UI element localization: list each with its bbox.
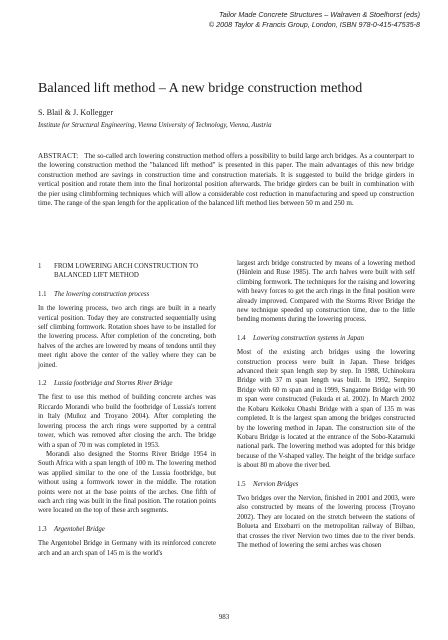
abstract xyxy=(38,152,414,208)
subsection-number: 1.1 xyxy=(38,290,47,298)
subsection-title: Lowering construction systems in Japan xyxy=(253,334,365,342)
paragraph: Morandi also designed the Storms River Bridge 1954 in South Africa with a span length of 100 m. The lowering method was applied similar to the one of the Lussia footbridge, but without using a formwork tower in the middle. The rotation points were not at the base points of the arches. One fifth of each arch ring was built in the final position. The rotation points were located on the top of these arch segments. xyxy=(38,450,216,515)
subsection-number: 1.5 xyxy=(237,480,246,488)
authors: S. Blail & J. Kollegger xyxy=(38,108,114,117)
running-header xyxy=(60,10,420,29)
subsection-heading-1-2 xyxy=(38,379,216,388)
left-column xyxy=(38,262,216,558)
affiliation: Institute for Structural Engineering, Vienna University of Technology, Vienna, Austria xyxy=(38,122,272,129)
abstract-text: The so-called arch lowering construction method offers a possibility to build large arch bridges. As a counterpart to the lowering construction method the "balanced lift method" is presented in this paper. The main advantages of this new bridge construction method are savings in construction time and construction materials. It is suggested to build the bridge girders in vertical position and rotate them into the final horizontal position afterwards. The bridge girders can be built in combination with the pier using climbforming techniques which will allow a considerable cost reduction in manufacturing and speed up construction time. The range of the span length for the application of the balanced lift method lies between 50 m and 250 m. xyxy=(38,152,414,208)
header-line-2: © 2008 Taylor & Francis Group, London, ISBN 978-0-415-47535-8 xyxy=(208,19,420,29)
section-heading-1 xyxy=(38,262,216,281)
subsection-heading-1-1 xyxy=(38,290,216,299)
subsection-number: 1.2 xyxy=(38,380,47,388)
section-number: 1 xyxy=(38,263,42,270)
subsection-title: The lowering construction process xyxy=(54,290,150,298)
subsection-title: Argentobel Bridge xyxy=(54,525,105,533)
subsection-number: 1.4 xyxy=(237,334,246,342)
paragraph: Two bridges over the Nervion, finished in 2001 and 2003, were also constructed by means of the lowering process (Troyano 2002). They are located on the stretch between the stations of Bolueta and Etxebarri on the metropolitan railway of Bilbao, that crosses the river Nervion two times due to the river bends. The method of lowering the semi arches was chosen xyxy=(237,494,415,549)
subsection-heading-1-5 xyxy=(237,480,415,489)
paragraph: The first to use this method of building concrete arches was Riccardo Morandi who build the footbridge of Lussia's torrent in Italy (Muñoz and Troyano 2004). After completing the lowering process the arch rings were supported by a central tower, which was removed after closing the arch. The bridge with a span of 70 m was completed in 1953. xyxy=(38,394,216,449)
subsection-heading-1-3 xyxy=(38,525,216,534)
paper-title: Balanced lift method – A new bridge construction method xyxy=(38,81,363,96)
header-line-1: Tailor Made Concrete Structures – Walraven & Stoelhorst (eds) xyxy=(219,10,420,19)
page-number: 983 xyxy=(218,613,230,621)
paragraph: Most of the existing arch bridges using the lowering construction process were built in Japan. These bridges advanced their span length step by step. In 1988, Uchinokura Bridge with 37 m span length was built. In 1992, Senpiro Bridge with 60 m span and in 1999, Sanganme Bridge with 90 m span were constructed (Fukuda et al. 2002). In March 2002 the Kobaru Keikoku Ohashi Bridge with a span of 135 m was completed. It is the largest span among the bridges constructed by the lowering method in Japan. The construction site of the Kobaru Bridge is located at the entrance of the Sobo-Katamuki national park. The lowering method was adopted for this bridge because of the V-shaped valley. The height of the bridge surface is about 80 m above the river bed. xyxy=(237,349,415,470)
paragraph: largest arch bridge constructed by means of a lowering method (Hünlein and Ruse 1985). The arch halves were built with self climbing formwork. The techniques for the raising and lowering with heavy forces to get the arch rings in the final position were already improved. Compared with the Storms River Bridge the new technique speeded up construction time, due to the little bending moments during the lowering process. xyxy=(237,260,415,324)
subsection-title: Lussia footbridge and Storms River Bridge xyxy=(54,380,173,388)
abstract-label: ABSTRACT: xyxy=(38,152,79,160)
paragraph: In the lowering process, two arch rings are built in a nearly vertical position. Today they are constructed sequentially using self climbing formwork. Rotation shoes have to be installed for the lowering process. After completion of the concreting, both halves of the arches are lowered by means of tendons until they meet right above the center of the valley where they can be joined. xyxy=(38,305,216,369)
subsection-heading-1-4 xyxy=(237,334,415,343)
subsection-title: Nervion Bridges xyxy=(253,480,299,488)
right-column xyxy=(237,259,415,550)
subsection-number: 1.3 xyxy=(38,525,47,533)
paragraph: The Argentobel Bridge in Germany with its reinforced concrete arch and an arch span of 145 m is the world's xyxy=(38,540,216,557)
section-title: FROM LOWERING ARCH CONSTRUCTION TO BALANCED LIFT METHOD xyxy=(54,263,199,280)
